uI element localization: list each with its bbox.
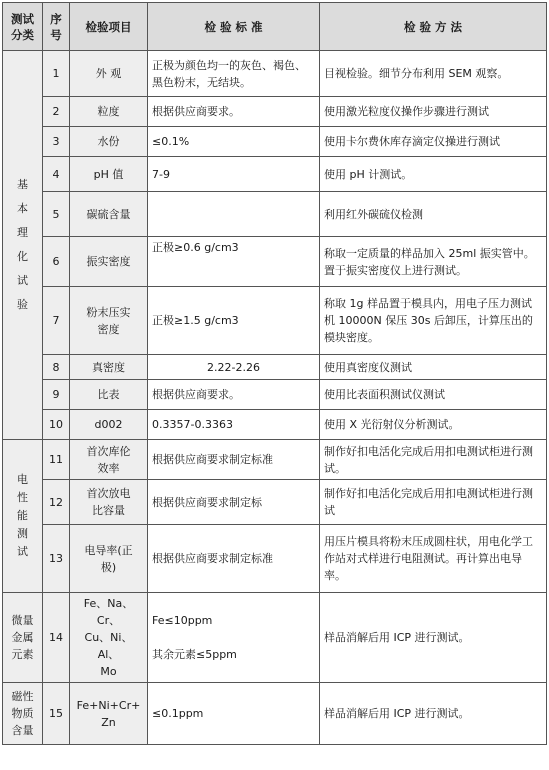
row-item: 比表 — [70, 380, 148, 410]
row-number: 7 — [43, 287, 70, 355]
row-item: 外 观 — [70, 51, 148, 97]
row-method: 利用红外碳硫仪检测 — [320, 192, 547, 237]
row-number: 12 — [43, 480, 70, 525]
row-method: 制作好扣电活化完成后用扣电测试柜进行测试 — [320, 480, 547, 525]
row-standard: 正极≥1.5 g/cm3 — [148, 287, 320, 355]
row-standard: 根据供应商要求。 — [148, 97, 320, 127]
row-standard: 正极≥0.6 g/cm3 — [148, 237, 320, 287]
row-standard: 7-9 — [148, 157, 320, 192]
row-standard: 根据供应商要求制定标准 — [148, 525, 320, 593]
row-item: 振实密度 — [70, 237, 148, 287]
row-number: 2 — [43, 97, 70, 127]
row-item: Fe、Na、Cr、 Cu、Ni、Al、 Mo — [70, 593, 148, 683]
header-row — [3, 3, 547, 51]
row-item: pH 值 — [70, 157, 148, 192]
row-item: 真密度 — [70, 355, 148, 380]
row-number: 1 — [43, 51, 70, 97]
row-number: 8 — [43, 355, 70, 380]
category-magnetic: 磁性 物质 含量 — [3, 683, 43, 745]
table-row — [3, 480, 547, 525]
table-row — [3, 192, 547, 237]
category-trace-metals: 微量 金属 元素 — [3, 593, 43, 683]
row-method: 样品消解后用 ICP 进行测试。 — [320, 593, 547, 683]
row-number: 11 — [43, 440, 70, 480]
row-standard: ≤0.1ppm — [148, 683, 320, 745]
row-standard — [148, 192, 320, 237]
row-item: 粒度 — [70, 97, 148, 127]
row-number: 9 — [43, 380, 70, 410]
table-row — [3, 355, 547, 380]
table-row — [3, 440, 547, 480]
row-number: 6 — [43, 237, 70, 287]
row-item: d002 — [70, 410, 148, 440]
row-standard: 0.3357-0.3363 — [148, 410, 320, 440]
row-item: 水份 — [70, 127, 148, 157]
category-electrical: 电性能测试 — [3, 440, 43, 593]
row-standard: 根据供应商要求。 — [148, 380, 320, 410]
category-basic: 基本理化试验 — [3, 51, 43, 440]
row-item: 粉末压实 密度 — [70, 287, 148, 355]
row-standard: 2.22-2.26 — [148, 355, 320, 380]
row-method: 称取一定质量的样品加入 25ml 振实管中。置于振实密度仪上进行测试。 — [320, 237, 547, 287]
header-seq: 序 号 — [43, 3, 70, 51]
row-item: 首次库伦 效率 — [70, 440, 148, 480]
row-standard: Fe≤10ppm 其余元素≤5ppm — [148, 593, 320, 683]
table-row — [3, 287, 547, 355]
row-number: 10 — [43, 410, 70, 440]
row-item: 电导率(正 极) — [70, 525, 148, 593]
row-number: 15 — [43, 683, 70, 745]
table-row — [3, 683, 547, 745]
row-method: 使用 pH 计测试。 — [320, 157, 547, 192]
row-method: 使用比表面积测试仪测试 — [320, 380, 547, 410]
header-standard: 检 验 标 准 — [148, 3, 320, 51]
table-row — [3, 237, 547, 287]
row-standard: 根据供应商要求制定标准 — [148, 440, 320, 480]
row-method: 使用激光粒度仪操作步骤进行测试 — [320, 97, 547, 127]
table-row — [3, 380, 547, 410]
header-category: 测试 分类 — [3, 3, 43, 51]
row-method: 称取 1g 样品置于模具内，用电子压力测试机 10000N 保压 30s 后卸压，计算压出的模块密度。 — [320, 287, 547, 355]
row-method: 使用卡尔费休库存滴定仪操进行测试 — [320, 127, 547, 157]
row-item: 碳硫含量 — [70, 192, 148, 237]
row-number: 4 — [43, 157, 70, 192]
inspection-table — [2, 2, 547, 745]
row-item: Fe+Ni+Cr+ Zn — [70, 683, 148, 745]
table-row — [3, 51, 547, 97]
table-row — [3, 157, 547, 192]
row-number: 3 — [43, 127, 70, 157]
row-item: 首次放电 比容量 — [70, 480, 148, 525]
row-standard: ≤0.1% — [148, 127, 320, 157]
header-item: 检验项目 — [70, 3, 148, 51]
row-standard: 根据供应商要求制定标 — [148, 480, 320, 525]
table-row — [3, 593, 547, 683]
header-method: 检 验 方 法 — [320, 3, 547, 51]
row-standard: 正极为颜色均一的灰色、褐色、黑色粉末，无结块。 — [148, 51, 320, 97]
row-number: 5 — [43, 192, 70, 237]
row-method: 目视检验。细节分布利用 SEM 观察。 — [320, 51, 547, 97]
inspection-table-container — [2, 2, 546, 746]
row-method: 样品消解后用 ICP 进行测试。 — [320, 683, 547, 745]
row-method: 制作好扣电活化完成后用扣电测试柜进行测试。 — [320, 440, 547, 480]
table-row — [3, 97, 547, 127]
row-method: 使用 X 光衍射仪分析测试。 — [320, 410, 547, 440]
table-row — [3, 127, 547, 157]
table-row — [3, 410, 547, 440]
row-method: 用压片模具将粉末压成圆柱状，用电化学工作站对式样进行电阻测试。再计算出电导率。 — [320, 525, 547, 593]
row-number: 14 — [43, 593, 70, 683]
table-row — [3, 525, 547, 593]
row-number: 13 — [43, 525, 70, 593]
row-method: 使用真密度仪测试 — [320, 355, 547, 380]
